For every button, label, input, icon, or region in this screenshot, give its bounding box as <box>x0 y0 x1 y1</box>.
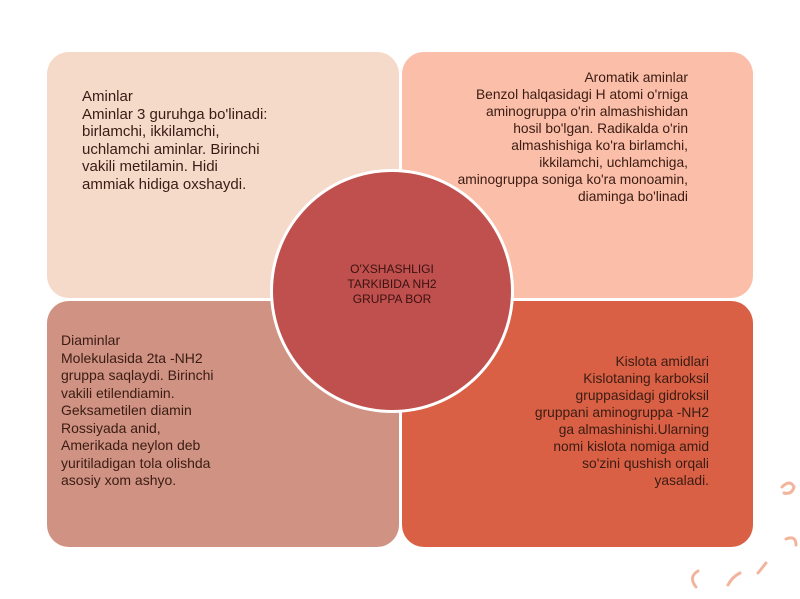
center-text: O'XSHASHLIGI TARKIBIDA NH2 GRUPPA BOR <box>347 262 437 306</box>
aminlar-text: Aminlar Aminlar 3 guruhga bo'linadi: birlamchi, ikkilamchi, uchlamchi aminlar. Birinchi vakili metilamin. Hidi ammiak hidiga oxshaydi. <box>82 88 268 193</box>
decorative-strokes <box>660 465 800 599</box>
aromatik-aminlar-text: Aromatik aminlar Benzol halqasidagi H atomi o'rniga aminogruppa o'rin almashishidan hosil bo'lgan. Radikalda o'rin almashishiga ko'ra birlamchi, ikkilamchi, uchlamchiga, aminogruppa soniga ko'ra monoamin, diaminga bo'linadi <box>457 70 688 204</box>
kislota-amidlari-text: Kislota amidlari Kislotaning karboksil gruppasidagi gidroksil gruppani aminogruppa -NH2 ga almashinishi.Ularning nomi kislota nomiga amid so'zini qushish orqali yasaladi. <box>534 354 709 488</box>
diaminlar-text: Diaminlar Molekulasida 2ta -NH2 gruppa saqlaydi. Birinchi vakili etilendiamin. Geksametilen diamin Rossiyada anid, Amerikada neylon deb yuritiladigan tola olishda asosiy xom ashyo. <box>61 332 214 488</box>
